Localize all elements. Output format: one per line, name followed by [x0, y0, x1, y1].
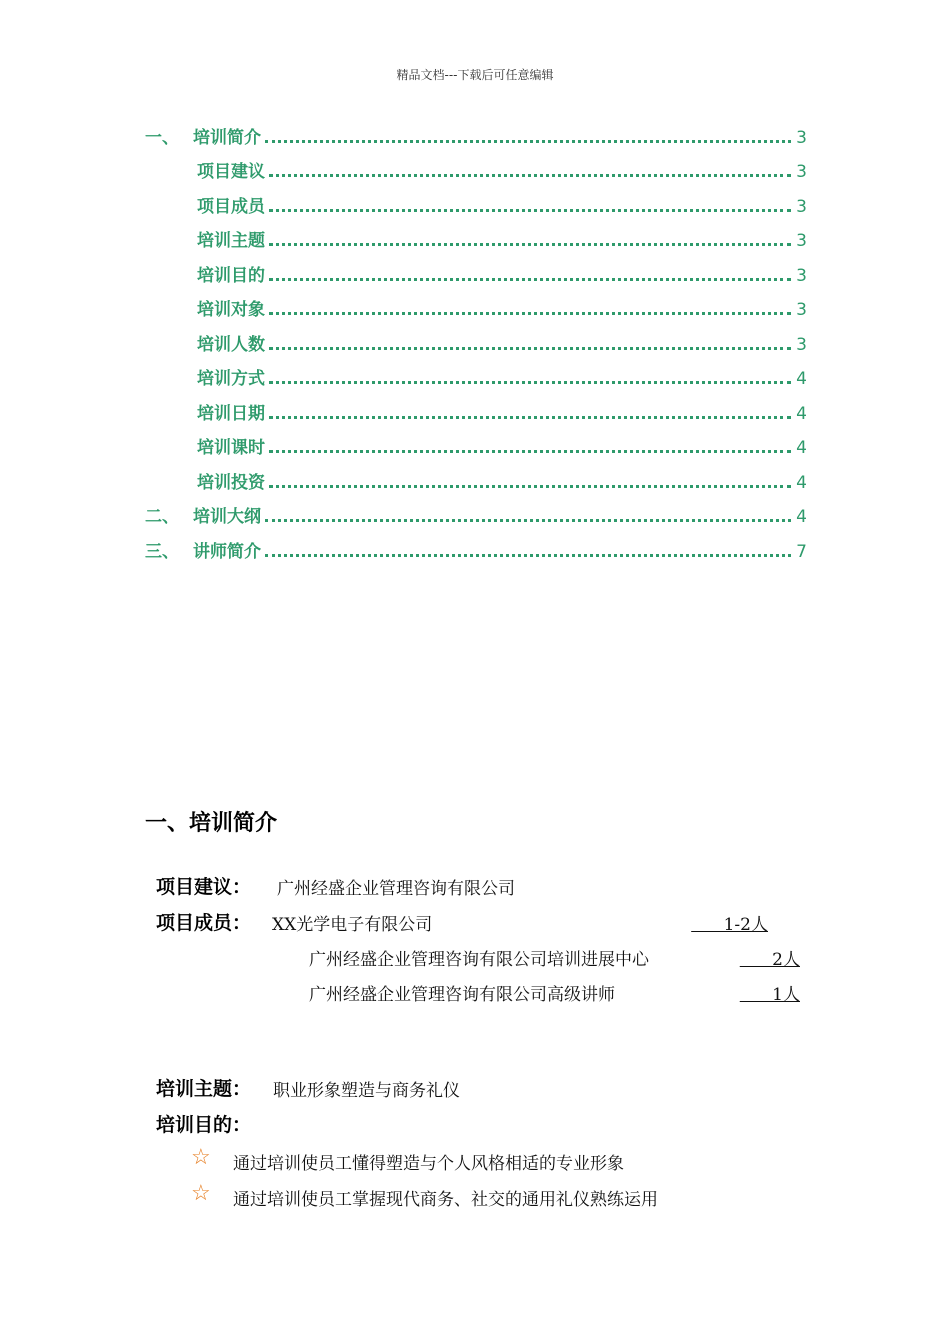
toc-page: 3 — [796, 231, 807, 251]
toc-entry[interactable] — [145, 124, 807, 148]
toc-leader — [269, 485, 791, 488]
toc-label: 培训日期 — [197, 404, 265, 424]
toc-leader — [269, 174, 791, 177]
toc-leader — [269, 347, 791, 350]
toc-leader — [265, 140, 791, 143]
toc-number: 三、 — [145, 542, 179, 562]
toc-entry[interactable] — [197, 331, 807, 355]
toc-page: 4 — [796, 438, 807, 458]
toc-entry[interactable] — [197, 365, 807, 389]
toc-entry[interactable] — [197, 193, 807, 217]
toc-leader — [269, 450, 791, 453]
toc-label: 培训大纲 — [193, 507, 261, 527]
toc-page: 3 — [796, 162, 807, 182]
toc-entry[interactable] — [197, 434, 807, 458]
proposal-label: 项目建议： — [156, 876, 252, 898]
toc-leader — [265, 554, 791, 557]
goal-item: 通过培训使员工懂得塑造与个人风格相适的专业形象 — [233, 1154, 624, 1174]
toc-page: 3 — [796, 197, 807, 217]
goal-item: 通过培训使员工掌握现代商务、社交的通用礼仪熟练运用 — [233, 1190, 658, 1210]
toc-page: 3 — [796, 335, 807, 355]
toc-entry[interactable] — [197, 158, 807, 182]
toc-label: 项目成员 — [197, 197, 265, 217]
toc-label: 讲师简介 — [193, 542, 261, 562]
toc-leader — [269, 312, 791, 315]
toc-number: 一、 — [145, 128, 179, 148]
toc-label: 项目建议 — [197, 162, 265, 182]
toc-entry[interactable] — [197, 296, 807, 320]
member-org: 广州经盛企业管理咨询有限公司培训进展中心 — [309, 950, 649, 970]
toc-entry[interactable] — [197, 469, 807, 493]
toc-label: 培训方式 — [197, 369, 265, 389]
members-label: 项目成员： — [156, 912, 252, 934]
toc-leader — [269, 381, 791, 384]
section-title: 一、培训简介 — [145, 811, 278, 836]
toc-label: 培训简介 — [193, 128, 261, 148]
goal-label: 培训目的： — [156, 1114, 252, 1136]
toc-leader — [269, 243, 791, 246]
toc-page: 4 — [796, 369, 807, 389]
toc-label: 培训投资 — [197, 473, 265, 493]
toc-leader — [269, 278, 791, 281]
star-bullet-icon: ☆ — [191, 1145, 211, 1170]
toc-entry[interactable] — [197, 400, 807, 424]
toc-page: 7 — [796, 542, 807, 562]
page-header: 精品文档---下载后可任意编辑 — [396, 68, 554, 82]
member-org: 广州经盛企业管理咨询有限公司高级讲师 — [309, 985, 615, 1005]
toc-entry[interactable] — [197, 262, 807, 286]
toc-page: 3 — [796, 300, 807, 320]
toc-page: 4 — [796, 473, 807, 493]
member-org: XX光学电子有限公司 — [272, 915, 433, 935]
toc-entry[interactable] — [145, 503, 807, 527]
toc-leader — [269, 416, 791, 419]
toc-entry[interactable] — [145, 538, 807, 562]
toc-leader — [265, 519, 791, 522]
toc-label: 培训课时 — [197, 438, 265, 458]
theme-value: 职业形象塑造与商务礼仪 — [273, 1081, 460, 1101]
toc-page: 3 — [796, 266, 807, 286]
toc-number: 二、 — [145, 507, 179, 527]
member-count: 1人 — [739, 985, 800, 1005]
toc-page: 4 — [796, 507, 807, 527]
toc-label: 培训对象 — [197, 300, 265, 320]
toc-page: 3 — [796, 128, 807, 148]
toc-entry[interactable] — [197, 227, 807, 251]
toc-leader — [269, 209, 791, 212]
proposal-value: 广州经盛企业管理咨询有限公司 — [277, 879, 515, 899]
toc-label: 培训主题 — [197, 231, 265, 251]
toc-label: 培训目的 — [197, 266, 265, 286]
toc-label: 培训人数 — [197, 335, 265, 355]
star-bullet-icon: ☆ — [191, 1181, 211, 1206]
member-count: 1-2人 — [691, 915, 768, 935]
toc-page: 4 — [796, 404, 807, 424]
theme-label: 培训主题： — [156, 1078, 252, 1100]
member-count: 2人 — [739, 950, 800, 970]
